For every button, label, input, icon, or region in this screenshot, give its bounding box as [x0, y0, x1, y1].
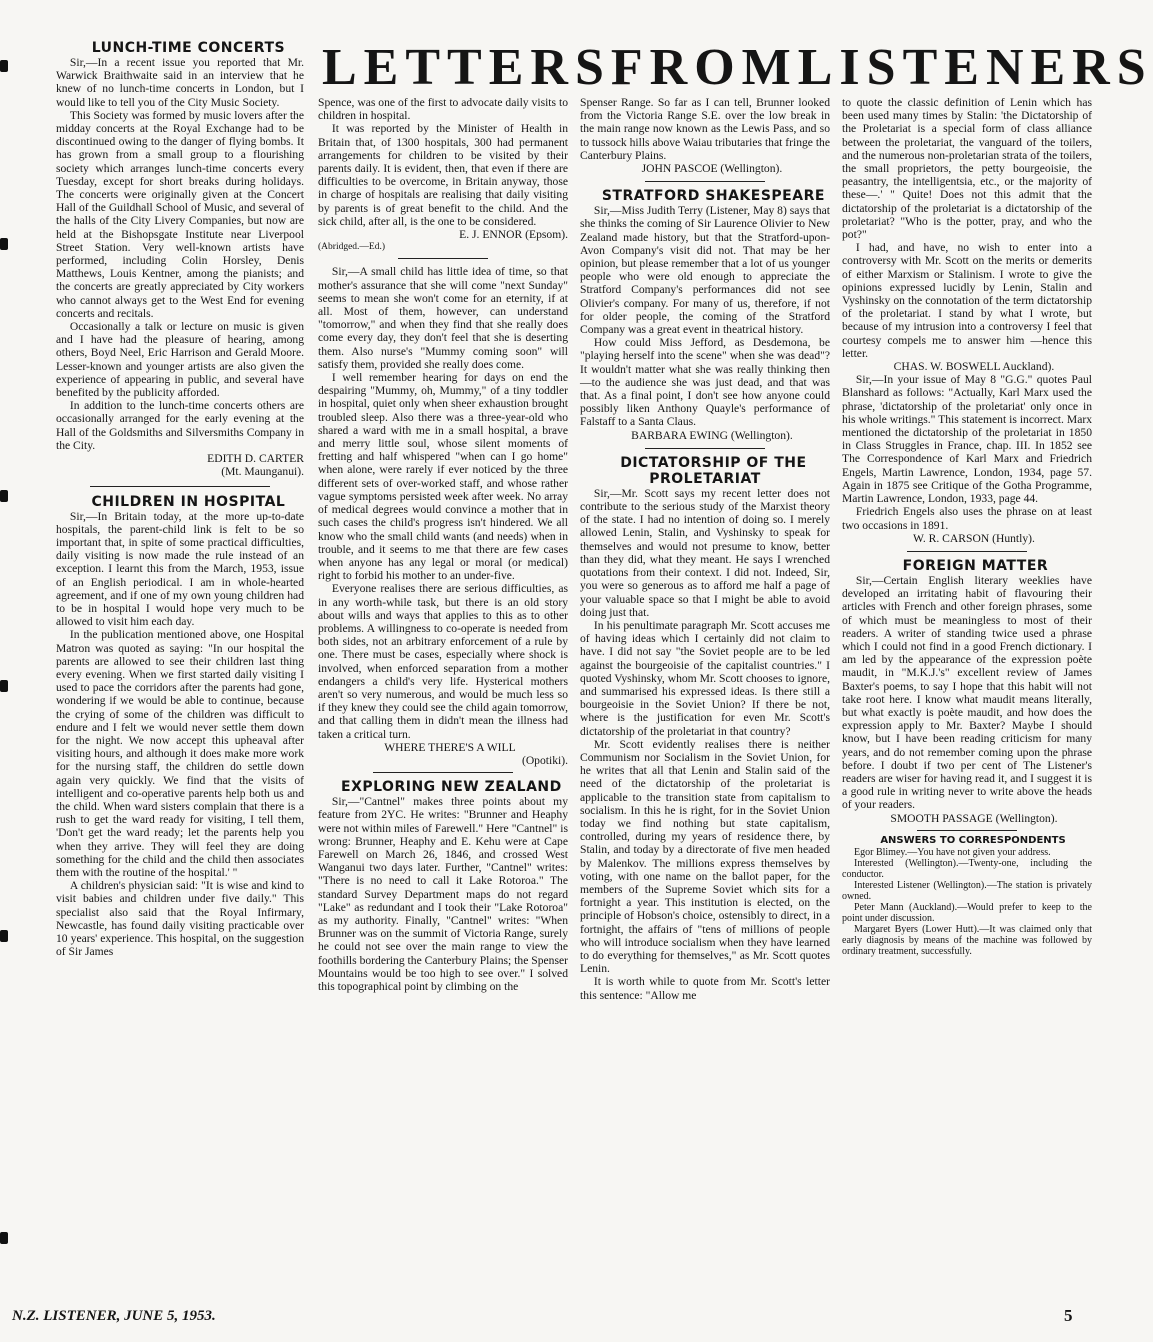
signature: BARBARA EWING (Wellington).: [631, 428, 793, 442]
page-number: 5: [1064, 1306, 1073, 1325]
signature: E. J. ENNOR (Epsom).: [459, 228, 568, 242]
heading-stratford-shakespeare: STRATFORD SHAKESPEARE: [601, 188, 825, 205]
letter-paragraph: In his penultimate paragraph Mr. Scott accuses me of having ideas which I certainly did not claim to have. I did not say "the Soviet people are to be led against the bourgeoisie of the capitalist countries." I quoted Vyshinsky, whom Mr. Scott chooses to ignore, and summarised his expressed ideas. Is there still a bourgeoisie in the Soviet Union? If there be not, where is the justification for even Mr. Scott's dictatorship of the proletariat in that country?: [580, 618, 830, 738]
editor-note: (Abridged.—Ed.): [318, 242, 386, 253]
signature: WHERE THERE'S A WILL: [384, 740, 516, 754]
letter-paragraph: Sir,—Miss Judith Terry (Listener, May 8) says that she thinks the coming of Sir Laurence Olivier to New Zealand made history, but that the Stratford-upon-Avon Company's visit did not. That may be her opinion, but please remember that a lot of us younger people who were old enough to appreciate the Stratford Company's performances did not see Olivier's company. For many of us, therefore, if not for older people, the coming of the Stratford Company was a great event in theatrical history.: [580, 204, 830, 337]
answer-item: Egor Blimey.—You have not given your address.: [854, 846, 1051, 858]
heading-lunch-time-concerts: LUNCH-TIME CONCERTS: [91, 40, 286, 56]
binding-mark: [0, 238, 8, 250]
divider: [645, 448, 765, 449]
column-4: [842, 96, 1092, 1302]
page-title: [322, 38, 1153, 98]
letter-paragraph: Sir,—In a recent issue you reported that Mr. Warwick Braithwaite said in an interview that he knew of no lunch-time concerts in London, but I would like to tell you of the City Music Society.: [56, 56, 304, 109]
title-word-letters: LETTERS: [322, 39, 611, 96]
letter-paragraph: I well remember hearing for days on end the despairing "Mummy, oh, Mummy," of a tiny toddler in hospital, quiet only when sheer exhaustion brought troubled sleep. Also there was a three-year-old who shared a ward with me in a small hospital, a brave and merry little soul, whose silent moments of fretting and half whispered "when can I go home" when alone, were rarely if ever noticed by the three different sets of over-worked staff, and whose rather vague symptoms persisted week after week. No array of medical degrees would convince a mother that in such cases the child's progress isn't hindered. We all know who the small child wants (and needs) when in trouble, and it seems to me that there are few cases when anyone has any legal or moral (or medical) right to forbid his mother to an under-five.: [318, 371, 568, 583]
letter-paragraph: to quote the classic definition of Lenin which has been used many times by Stalin: 'the Dictatorship of the Proletariat is a special form of class alliance between the proletariat, the vanguard of the toilers, and the numerous non-proletarian strata of the toilers, the small proprietors, the petty bourgeoisie, the peasantry, the intelligentsia, etc., or the majority of these—.' " Quite! Does not this admit that the dictatorship of the proletariat is a dictatorship of the proletariat? "Who is the potter, pray, and who the pot?": [842, 96, 1092, 242]
title-word-listeners: LISTENERS: [797, 39, 1153, 96]
answer-item: Margaret Byers (Lower Hutt).—It was claimed only that early diagnosis by means of the machine was followed by ordinary treatment, successfully.: [842, 923, 1092, 957]
answer-item: Interested Listener (Wellington).—The station is privately owned.: [842, 879, 1092, 902]
binding-mark: [0, 680, 8, 692]
binding-mark: [0, 1232, 8, 1244]
letter-paragraph: Everyone realises there are serious difficulties, as in any worth-while task, but there is an old story about wills and ways that applies to this as to other problems. A willingness to co-operate is needed from both sides, not an arbitrary enforcement of a rule by one. There must be cases, especially where shock is involved, when enforced separation from a mother endangers a child's very life. Hysterical mothers aren't so very numerous, and would be much less so if they knew they could see the child again tomorrow, and that calling them in didn't mean the illness had taken a critical turn.: [318, 582, 568, 741]
letter-paragraph: Mr. Scott evidently realises there is neither Communism nor Socialism in the Soviet Union, for he writes that all that Lenin and Stalin said of the need of the dictatorship of the proletariat is applicable to the transition state from capitalism to socialism. In this he is right, for in the Soviet Union today we find nothing but state capitalism, controlled, during my years of residence there, by Stalin, and today by a directorate of five men headed by Malenkov. The millions express themselves by voting, with one name on the ballot paper, for the members of the Supreme Soviet which sits for a fortnight a year. This institution is elected, on the principle of Hobson's choice, ostensibly to direct, in a fortnight, the affairs of "tens of millions of people who will introduce socialism when they have learned to do everything for themselves," as Mr. Scott quotes Lenin.: [580, 737, 830, 976]
letter-paragraph: Sir,—A small child has little idea of time, so that mother's assurance that she will come "next Sunday" seems to mean she won't come for an eternity, if at all. Most of them, however, can understand "tomorrow," and when they find that she really does come every day, they don't feel that she is deserting them. Also nurse's "Mummy coming soon" will satisfy them, provided she really does come.: [318, 265, 568, 371]
letter-paragraph: Friedrich Engels also uses the phrase on at least two occasions in 1891.: [842, 505, 1092, 532]
heading-answers-to-correspondents: ANSWERS TO CORRESPONDENTS: [880, 834, 1066, 846]
heading-foreign-matter: FOREIGN MATTER: [902, 557, 1049, 574]
binding-mark: [0, 930, 8, 942]
answer-item: Interested (Wellington).—Twenty-one, including the conductor.: [842, 857, 1092, 880]
letter-paragraph: Sir,—Mr. Scott says my recent letter does not contribute to the serious study of the Marxist theory of the state. I had no intention of doing so. I merely allowed Lenin, Stalin, and Vyshinsky to speak for themselves and would not presume to know, better than they did, what they meant. He says I wrenched quotations from their context. I did not. Indeed, Sir, you were so generous as to afford me half a page of your valuable space so that I might be able to avoid doing just that.: [580, 486, 830, 619]
binding-mark: [0, 490, 8, 502]
column-3: [580, 96, 830, 1302]
letter-paragraph: It is worth while to quote from Mr. Scott's letter this sentence: "Allow me: [580, 975, 830, 1002]
letter-paragraph: Sir,—Certain English literary weeklies have developed an irritating habit of flavouring their articles with French and other foreign phrases, some of which must be meaningless to most of their readers. A writer of standing twice used a phrase which I could not find in a good French dictionary. I am led by the appearance of the expression poète maudit, in "M.K.J.'s" excellent review of James Baxter's poems, to say I hope that this habit will not take root here. I know what maudit means literally, but what exactly is poète maudit, and how does the expression apply to Mr. Baxter? Maybe I should know, but I have been reading criticism for many years, and do not remember coming upon the phrase before. I doubt if two per cent of The Listener's readers are wiser for having read it, and I suggest it is a good rule in writing never to write above the heads of your readers.: [842, 573, 1092, 812]
signature: EDITH D. CARTER: [207, 452, 304, 466]
letter-paragraph: Sir,—In your issue of May 8 "G.G." quotes Paul Blanshard as follows: "Actually, Karl Marx used the phrase, 'dictatorship of the proletariat' only once in his whole writings." This statement is incorrect. Marx mentioned the dictatorship of the proletariat in 1850 in Class Struggles in France, chap. III. In 1852 see The Correspondence of Karl Marx and Friedrich Engels, Martin Lawrence, London, 1934, page 57. Again in 1875 see Critique of the Gotha Programme, Martin Lawrence, London, 1933, page 44.: [842, 373, 1092, 506]
footer-publication-date: N.Z. LISTENER, JUNE 5, 1953.: [12, 1308, 216, 1324]
binding-mark: [0, 60, 8, 72]
signature-place: (Mt. Maunganui).: [221, 465, 304, 479]
answer-item: Peter Mann (Auckland).—Would prefer to keep to the point under discussion.: [842, 901, 1092, 924]
signature: JOHN PASCOE (Wellington).: [641, 162, 783, 176]
letter-paragraph: It was reported by the Minister of Health in Britain that, of 1300 hospitals, 300 had permanent arrangements for children to be visited by their parents daily. It is evident, then, that even if there are difficulties to be overcome, in Britain anyway, those in charge of hospitals are realising that daily visiting by parents is of great benefit to the child. And the sick child, after all, is the one to be considered.: [318, 122, 568, 228]
letter-paragraph: Sir,—"Cantnel" makes three points about my feature from 2YC. He writes: "Brunner and Heaphy were not within miles of Farewell." Here "Cantnel" is wrong: Brunner, Heaphy and E. Kehu were at Cape Farewell on March 26, 1846, and crossed West Wanganui two days later. Further, "Cantnel" writes: "There is no need to call it Lake Rotoroa." The standard Survey Department maps do not regard "Lake" as redundant and I took their "Lake Rotoroa" as my authority. Finally, "Cantnel" writes: "When Brunner was on the summit of Victoria Range, surely he could not see over the main range to view the foothills bordering the Canterbury Plains; the Spenser Mountains would be too high to see over." I solved this topographical point by climbing on the: [318, 795, 568, 993]
heading-dictatorship-of-the-proletariat: DICTATORSHIP OF THE PROLETARIAT: [620, 454, 807, 487]
divider: [917, 830, 1017, 831]
divider: [373, 772, 513, 773]
letter-paragraph: Spence, was one of the first to advocate daily visits to children in hospital.: [318, 96, 568, 123]
column-2: [318, 96, 568, 1302]
letter-paragraph: Spenser Range. So far as I can tell, Brunner looked from the Victoria Range S.E. over the low break in the main range now known as the Lewis Pass, and so to tussock hills above Waiau tributaries that fringe the Canterbury Plains.: [580, 96, 830, 162]
letter-paragraph: Sir,—In Britain today, at the more up-to-date hospitals, the parent-child link is felt to be so important that, in spite of some practical difficulties, daily visiting is now made the rule instead of an exception. I learnt this from the March, 1953, issue of an English periodical. I am in whole-hearted agreement, and if one of my own young children had to be in hospital I would hope very much to be allowed to visit him each day.: [56, 509, 304, 629]
column-1: [56, 40, 304, 1302]
signature-place: (Opotiki).: [521, 753, 568, 767]
letter-paragraph: This Society was formed by music lovers after the midday concerts at the Royal Exchange had to be discontinued owing to the danger of flying bombs. It has grown from a small group to a flourishing society which arranges lunch-time concerts every Tuesday, except for short breaks during holidays. The concerts were originally given at the Concert Hall of the Guildhall School of Music, and several of the halls of the City Livery Companies, but now are held at the Bishopsgate Institute near Liverpool Street Station. Very well-known artists have performed, including Colin Horsley, Denis Matthews, Louis Kentner, among the pianists; and the concerts are greatly appreciated by City workers who cannot always get to the West End for evening concerts and recitals.: [56, 108, 304, 320]
divider: [645, 181, 765, 182]
heading-children-in-hospital: CHILDREN IN HOSPITAL: [91, 493, 286, 510]
letter-paragraph: I had, and have, no wish to enter into a controversy with Mr. Scott on the merits or demerits of either Marxism or Stalinism. I wrote to give the opinions expressed lucidly by Lenin, Stalin and Vyshinsky on the connotation of the term dictatorship of the proletariat. I stand by what I wrote, but because of my intrusion into a controversy I feel that courtesy compels me to answer him —hence this letter.: [842, 241, 1092, 360]
signature: SMOOTH PASSAGE (Wellington).: [890, 811, 1058, 825]
letter-paragraph: A children's physician said: "It is wise and kind to visit babies and children under five daily." This specialist also said that the Royal Infirmary, Newcastle, has found daily visiting practicable over 10 years' experience. This hospital, on the suggestion of Sir James: [56, 879, 304, 959]
title-word-from: FROM: [610, 39, 798, 96]
letter-paragraph: In addition to the lunch-time concerts others are occasionally arranged for the early evening at the Hall of the Goldsmiths and Silversmiths Company in the City.: [56, 399, 304, 452]
signature: CHAS. W. BOSWELL Auckland).: [893, 360, 1055, 374]
divider: [907, 551, 1027, 552]
divider: [398, 258, 488, 259]
divider: [90, 486, 270, 487]
letter-paragraph: In the publication mentioned above, one Hospital Matron was quoted as saying: "In our hospital the parents are allowed to see their children last thing every evening. When we first started daily visiting I used to pace the corridors after the parents had gone, wondering if we would be able to continue, because the crying of some of the children was difficult to endure and I felt we would never settle them down for the night. We now accept this upheaval after visiting hours, and although it does make more work for the nursing staff, the children do settle down again very quickly. We find that the visits of intelligent and co-operative parents help both us and the child. When ward sisters complain that there is a rush to get the ward ready for visiting, I tell them, 'Don't get the ward ready; let the parents help you when they arrive. They will feel they are doing something for the child and the child then associates them with the routine of the hospital.' ": [56, 628, 304, 879]
letter-paragraph: Occasionally a talk or lecture on music is given and I have had the pleasure of hearing, among others, Boyd Neel, Eric Harrison and Gerald Moore. Lesser-known and younger artists are also given the experience of appearing in public, and several have benefited by the publicity afforded.: [56, 320, 304, 400]
letter-paragraph: How could Miss Jefford, as Desdemona, be "playing herself into the scene" when she was dead"? It wouldn't matter what she was really thinking then—to the audience she was just dead, and that was that. As a final point, I don't see how anyone could possibly liken Anthony Quayle's performance of Falstaff to a Santa Claus.: [580, 336, 830, 429]
heading-exploring-new-zealand: EXPLORING NEW ZEALAND: [341, 779, 562, 796]
signature: W. R. CARSON (Huntly).: [912, 531, 1035, 545]
